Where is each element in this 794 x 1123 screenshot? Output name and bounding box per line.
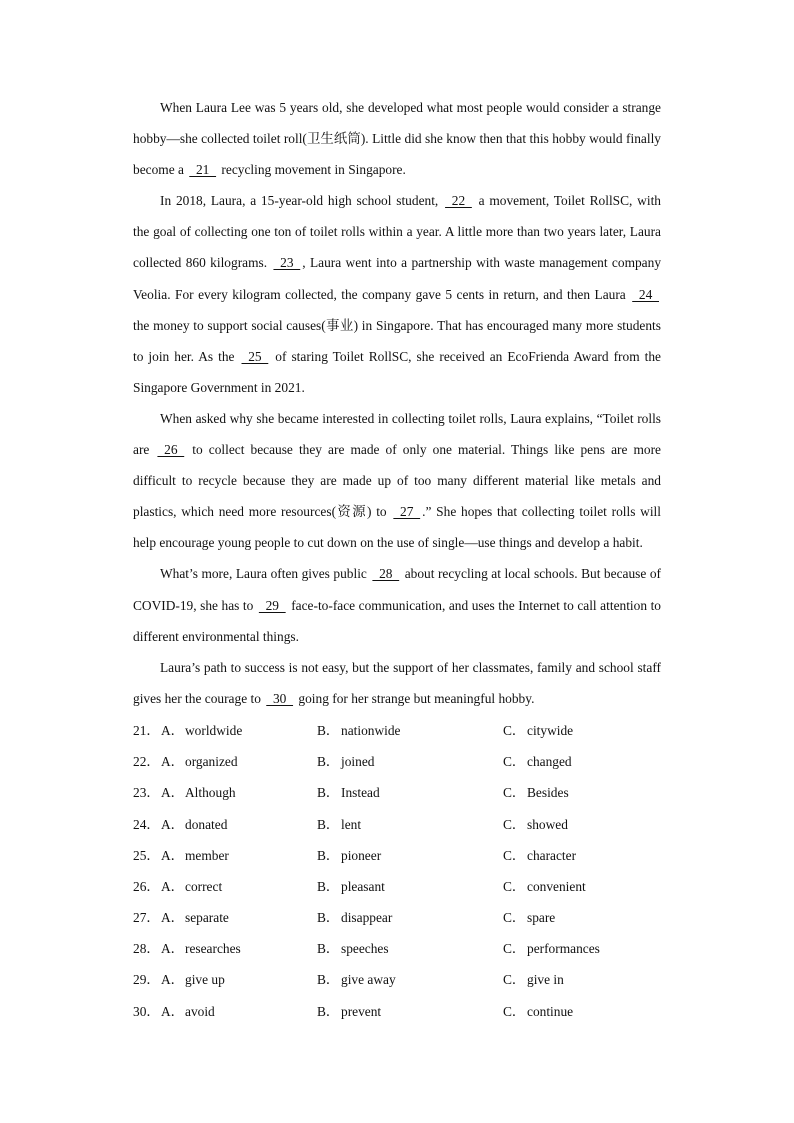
option-text: Besides [527,785,569,801]
option-c[interactable] [503,870,661,901]
passage-text: face-to-face communication, and uses the Internet to call attention to different environmental things. [133,597,661,644]
option-b[interactable] [317,807,503,838]
answer-options-table [133,714,661,1026]
question-row [133,839,661,870]
passage-text: recycling movement in Singapore. [218,162,406,178]
option-letter: C． [503,972,526,988]
option-letter: B． [317,878,340,894]
option-letter: A． [161,722,185,738]
passage-text: In 2018, Laura, a 15-year-old high school student, [160,193,444,209]
option-text: lent [341,816,362,832]
question-number: 23． [133,785,160,801]
option-text: organized [185,754,238,770]
option-letter: A． [161,816,185,832]
blank-number: 28 [372,566,400,582]
option-letter: B． [317,941,340,957]
option-b[interactable] [317,776,503,807]
question-row [133,714,661,745]
option-text: disappear [341,910,393,926]
question-number: 29． [133,972,160,988]
blank-number: 27 [393,504,421,520]
option-letter: C． [503,816,526,832]
option-letter: B． [317,910,340,926]
option-c[interactable] [503,901,661,932]
passage-text: going for her strange but meaningful hobby. [295,690,535,706]
option-text: character [527,847,577,863]
option-letter: C． [503,941,526,957]
option-text: give away [341,972,396,988]
option-text: Although [185,785,236,801]
question-number: 27． [133,910,160,926]
option-b[interactable] [317,839,503,870]
question-row [133,932,661,963]
option-letter: C． [503,847,526,863]
blank-number: 22 [445,193,472,209]
option-text: separate [185,910,229,926]
option-a[interactable] [133,776,317,807]
option-c[interactable] [503,839,661,870]
option-text: give up [185,972,225,988]
option-a[interactable] [133,932,317,963]
option-a[interactable] [133,901,317,932]
blank-number: 26 [157,442,185,458]
question-row [133,807,661,838]
option-a[interactable] [133,963,317,994]
option-letter: C． [503,878,526,894]
option-letter: A． [161,754,185,770]
question-row [133,901,661,932]
option-text: performances [527,941,600,957]
option-c[interactable] [503,714,661,745]
option-b[interactable] [317,714,503,745]
option-text: nationwide [341,722,401,738]
option-letter: A． [161,785,185,801]
option-b[interactable] [317,932,503,963]
blank-number: 21 [189,162,217,178]
option-letter: A． [161,910,185,926]
option-c[interactable] [503,776,661,807]
blank-number: 30 [266,690,294,706]
question-number: 25． [133,847,160,863]
option-text: continue [527,1003,574,1019]
option-letter: A． [161,972,185,988]
passage-paragraph [133,92,661,185]
question-row [133,776,661,807]
option-text: Instead [341,785,380,801]
question-number: 28． [133,941,160,957]
option-b[interactable] [317,963,503,994]
option-c[interactable] [503,745,661,776]
blank-number: 23 [273,255,301,271]
passage-paragraph [133,558,661,651]
option-text: researches [185,941,241,957]
passage-text: a movement, Toilet RollSC, with the goal of collecting one ton of toilet rolls within a year. A little more than two years later, Laura collected 860 kilograms. [133,193,661,271]
option-letter: A． [161,878,185,894]
option-a[interactable] [133,714,317,745]
blank-number: 29 [258,597,286,613]
blank-number: 25 [241,348,269,364]
passage-text: When Laura Lee was 5 years old, she developed what most people would consider a strange hobby—she collected toilet roll(卫生纸筒). Little did she know then that this hobby would finally become a [133,100,661,178]
passage-paragraph [133,652,661,714]
option-letter: B． [317,754,340,770]
question-number: 22． [133,754,160,770]
option-letter: B． [317,847,340,863]
option-letter: B． [317,816,340,832]
option-letter: C． [503,785,526,801]
passage-text: about recycling at local schools. But because of COVID-19, she has to [133,566,661,613]
question-number: 26． [133,878,160,894]
option-text: worldwide [185,722,243,738]
option-text: changed [527,754,572,770]
passage-text: to collect because they are made of only one material. Things like pens are more difficult to recycle because they are made up of too many different material like metals and plastics, which need more resources(资源) to [133,442,661,520]
passage-text: What’s more, Laura often gives public [160,566,371,582]
option-text: showed [527,816,568,832]
option-letter: C． [503,754,526,770]
option-text: prevent [341,1003,382,1019]
option-letter: B． [317,1003,340,1019]
question-row [133,745,661,776]
option-c[interactable] [503,995,661,1026]
option-text: joined [341,754,375,770]
option-a[interactable] [133,995,317,1026]
passage-text: of staring Toilet RollSC, she received an EcoFrienda Award from the Singapore Government in 2021. [133,348,661,395]
option-letter: B． [317,785,340,801]
option-text: correct [185,878,223,894]
option-b[interactable] [317,995,503,1026]
option-text: avoid [185,1003,215,1019]
option-letter: C． [503,1003,526,1019]
option-text: citywide [527,722,574,738]
option-letter: A． [161,1003,185,1019]
option-letter: B． [317,722,340,738]
blank-number: 24 [632,286,659,302]
question-number: 24． [133,816,160,832]
option-a[interactable] [133,745,317,776]
option-text: pioneer [341,847,382,863]
question-number: 30． [133,1003,160,1019]
option-letter: A． [161,847,185,863]
option-a[interactable] [133,807,317,838]
passage-text: When asked why she became interested in collecting toilet rolls, Laura explains, “Toilet rolls are [133,410,661,458]
option-text: donated [185,816,228,832]
passage-text: , Laura went into a partnership with waste management company Veolia. For every kilogram collected, the company gave 5 cents in return, and then Laura [133,255,662,302]
option-c[interactable] [503,807,661,838]
option-text: speeches [341,941,389,957]
option-letter: A． [161,941,185,957]
question-number: 21． [133,722,160,738]
cloze-passage [133,92,661,714]
option-b[interactable] [317,870,503,901]
passage-paragraph [133,403,661,558]
option-letter: C． [503,910,526,926]
question-row [133,870,661,901]
option-a[interactable] [133,870,317,901]
passage-text: Laura’s path to success is not easy, but the support of her classmates, family and school staff gives her the courage to [133,659,661,706]
option-c[interactable] [503,932,661,963]
option-text: spare [527,910,556,926]
exam-page [133,92,661,1026]
option-b[interactable] [317,745,503,776]
option-text: give in [527,972,564,988]
question-row [133,963,661,994]
passage-text: .” She hopes that collecting toilet rolls will help encourage young people to cut down on the use of single—use things and develop a habit. [133,504,661,551]
option-letter: B． [317,972,340,988]
option-text: convenient [527,878,586,894]
option-text: member [185,847,229,863]
question-row [133,995,661,1026]
option-b[interactable] [317,901,503,932]
passage-text: the money to support social causes(事业) in Singapore. That has encouraged many more students to join her. As the [133,317,661,364]
option-c[interactable] [503,963,661,994]
passage-paragraph [133,185,661,403]
option-letter: C． [503,722,526,738]
option-a[interactable] [133,839,317,870]
option-text: pleasant [341,878,385,894]
